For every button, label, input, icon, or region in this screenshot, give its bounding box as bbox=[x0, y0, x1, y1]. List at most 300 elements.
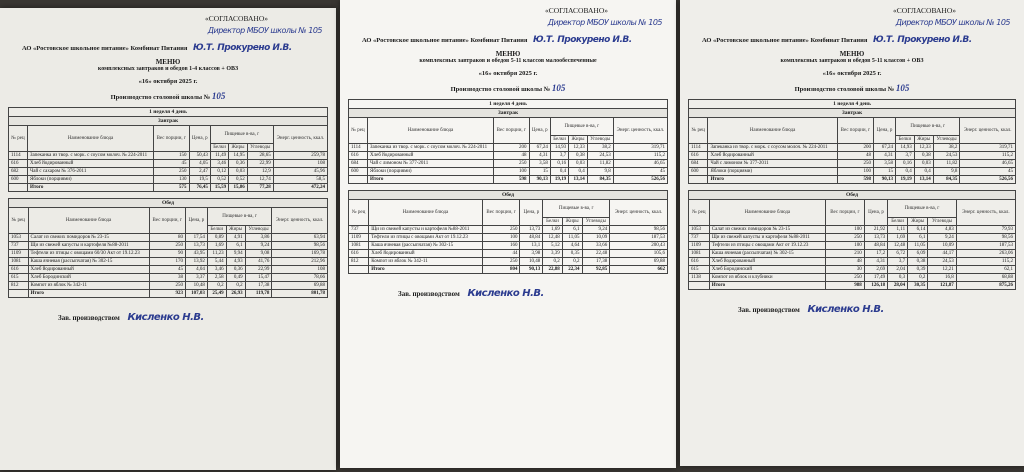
cell-weight: 45 bbox=[149, 266, 185, 274]
cell-protein: 1,69 bbox=[543, 226, 562, 234]
cell-name: Запеканка из твор. с морк. с соусом молоч. № 224-2011 bbox=[708, 144, 837, 152]
cell-rec: 616 bbox=[9, 266, 29, 274]
col-protein: Белки bbox=[207, 226, 226, 234]
breakfast-row bbox=[9, 168, 328, 176]
cell-price: 48,84 bbox=[864, 242, 887, 250]
cell-price: 43,95 bbox=[185, 250, 207, 258]
cell-weight: 250 bbox=[154, 168, 190, 176]
cell-price: 90,13 bbox=[520, 266, 543, 274]
cell-fat: 15,86 bbox=[229, 184, 248, 192]
cell-name: Щи из свежей капусты и картофеля №88-2011 bbox=[709, 234, 825, 242]
col-price: Цена, р bbox=[874, 118, 896, 144]
cell-price: 90,13 bbox=[529, 176, 550, 184]
school-number: 105 bbox=[895, 83, 910, 93]
total-row bbox=[349, 176, 668, 184]
cell-fat: 4,64 bbox=[562, 242, 582, 250]
col-carbs: Углеводы bbox=[928, 218, 956, 226]
cell-weight: 598 bbox=[494, 176, 530, 184]
menu-date: «16» октября 2025 г. bbox=[478, 70, 538, 77]
col-nutrients: Пищевые в-ва, г bbox=[543, 200, 610, 218]
col-rec: № рец bbox=[9, 208, 29, 234]
col-energy: Энерг. ценность, ккал. bbox=[273, 126, 327, 152]
cell-rec: 682 bbox=[9, 168, 28, 176]
cell-protein: 0,89 bbox=[207, 234, 226, 242]
lunch-row bbox=[9, 274, 328, 282]
breakfast-heading: Завтрак bbox=[349, 109, 668, 118]
cell-price: 4,31 bbox=[529, 152, 550, 160]
cell-fat: 0,36 bbox=[229, 160, 248, 168]
col-rec: № рец bbox=[349, 118, 368, 144]
cell-fat: 13,14 bbox=[569, 176, 588, 184]
cell-name: Компот из яблок № 342-11 bbox=[369, 258, 482, 266]
lunch-row bbox=[9, 242, 328, 250]
col-nutrients: Пищевые в-ва, г bbox=[207, 208, 271, 226]
col-weight: Вес порции, г bbox=[482, 200, 520, 226]
cell-carbs: 9,24 bbox=[928, 234, 956, 242]
col-weight: Вес порции, г bbox=[837, 118, 873, 144]
breakfast-row bbox=[689, 168, 1016, 176]
cell-weight: 130 bbox=[154, 176, 190, 184]
producer-label: Зав. производством bbox=[398, 290, 460, 298]
cell-name: Чай с лимоном № 377-2011 bbox=[368, 160, 494, 168]
cell-carbs: 44,17 bbox=[928, 250, 956, 258]
director-signature: Директор МБОУ школы № 105 bbox=[895, 18, 1010, 27]
cell-weight: 100 bbox=[826, 226, 865, 234]
cell-total-label: Итого bbox=[709, 282, 825, 290]
cell-fat: 11,05 bbox=[562, 234, 582, 242]
total-row bbox=[349, 266, 668, 274]
cell-protein: 0,52 bbox=[210, 176, 228, 184]
cell-fat: 0,2 bbox=[226, 282, 245, 290]
cell-protein: 6,72 bbox=[888, 250, 908, 258]
cell-energy: 46,65 bbox=[613, 160, 667, 168]
breakfast-row bbox=[349, 144, 668, 152]
breakfast-row bbox=[9, 152, 328, 160]
cell-price: 3,37 bbox=[185, 274, 207, 282]
col-weight: Вес порции, г bbox=[494, 118, 530, 144]
cell-energy: 63,94 bbox=[272, 234, 328, 242]
cell-energy: 62,1 bbox=[956, 266, 1015, 274]
lunch-row bbox=[349, 226, 668, 234]
cell-energy: 115,2 bbox=[956, 258, 1015, 266]
col-carbs: Углеводы bbox=[245, 226, 272, 234]
cell-weight: 210 bbox=[826, 250, 865, 258]
cell-energy: 212,96 bbox=[272, 258, 328, 266]
lunch-row bbox=[9, 250, 328, 258]
cell-name: Тефтели из птицы с овощами 60/30 Акт от 19.12.23 bbox=[28, 250, 149, 258]
cell-weight: 48 bbox=[494, 152, 530, 160]
cell-rec: 812 bbox=[349, 258, 369, 266]
cell-rec bbox=[9, 290, 29, 298]
cell-energy: 319,71 bbox=[960, 144, 1016, 152]
cell-price: 3,98 bbox=[520, 250, 543, 258]
cell-protein: 5,44 bbox=[207, 258, 226, 266]
lunch-table bbox=[8, 198, 328, 298]
cell-protein: 3,39 bbox=[543, 250, 562, 258]
table-header-row bbox=[349, 200, 668, 218]
cell-energy: 319,71 bbox=[613, 144, 667, 152]
lunch-row bbox=[689, 266, 1016, 274]
cell-price: 48,84 bbox=[520, 234, 543, 242]
lunch-row bbox=[349, 242, 668, 250]
cell-name: Каша ячневая (рассыпчатая) № 302-15 bbox=[709, 250, 825, 258]
cell-name: Чай с сахаром № 376-2011 bbox=[28, 168, 154, 176]
cell-weight: 30 bbox=[826, 266, 865, 274]
col-rec: № рец bbox=[689, 200, 710, 226]
cell-energy: 108 bbox=[272, 266, 328, 274]
cell-rec: 1081 bbox=[689, 250, 710, 258]
menu-subtitle: комплексных завтраков и обедов 1-4 классов + ОВЗ bbox=[97, 66, 239, 72]
cell-weight: 38 bbox=[149, 274, 185, 282]
school-line bbox=[8, 91, 328, 101]
cell-energy: 187,53 bbox=[956, 242, 1015, 250]
cell-protein: 3,7 bbox=[550, 152, 568, 160]
cell-protein: 2,04 bbox=[888, 266, 908, 274]
cell-weight: 200 bbox=[494, 144, 530, 152]
cell-carbs: 12,9 bbox=[247, 168, 273, 176]
cell-rec: 1053 bbox=[9, 234, 29, 242]
producer-line bbox=[688, 304, 1016, 315]
cell-fat: 11,05 bbox=[908, 242, 928, 250]
cell-energy: 169,78 bbox=[272, 250, 328, 258]
cell-carbs: 9,8 bbox=[587, 168, 613, 176]
cell-carbs: 22,48 bbox=[582, 250, 610, 258]
cell-fat: 0,49 bbox=[226, 274, 245, 282]
cell-rec: 1109 bbox=[9, 250, 29, 258]
cell-name: Каша ячневая (рассыпчатая) № 302-15 bbox=[28, 258, 149, 266]
week-day-label: 1 неделя 4 день bbox=[349, 100, 668, 109]
col-carbs: Углеводы bbox=[933, 136, 960, 144]
cell-name: Хлеб йодированный bbox=[708, 152, 837, 160]
cell-carbs: 77,28 bbox=[247, 184, 273, 192]
cell-fat: 6,1 bbox=[562, 226, 582, 234]
cell-rec: 600 bbox=[9, 176, 28, 184]
cell-carbs: 24,53 bbox=[587, 152, 613, 160]
organization-name: АО «Ростовское школьное питание» Комбинат Питания bbox=[702, 37, 868, 44]
cell-weight: 988 bbox=[826, 282, 865, 290]
cell-fat: 0,03 bbox=[229, 168, 248, 176]
col-energy: Энерг. ценность, ккал. bbox=[272, 208, 328, 234]
cell-weight: 250 bbox=[482, 258, 520, 266]
col-fat: Жиры bbox=[562, 218, 582, 226]
cell-energy: 200,43 bbox=[610, 242, 668, 250]
col-nutrients: Пищевые в-ва, г bbox=[550, 118, 613, 136]
menu-sheet-5-11-ovz bbox=[680, 0, 1024, 466]
cell-rec: 615 bbox=[9, 274, 29, 282]
cell-energy: 105,6 bbox=[610, 250, 668, 258]
director-signature: Директор МБОУ школы № 105 bbox=[547, 18, 662, 27]
cell-energy: 58,5 bbox=[273, 176, 327, 184]
cell-name: Щи из свежей капусты и картофеля №88-2011 bbox=[369, 226, 482, 234]
cell-weight: 923 bbox=[149, 290, 185, 298]
cell-carbs: 121,87 bbox=[928, 282, 956, 290]
cell-protein: 3,7 bbox=[888, 258, 908, 266]
cell-carbs: 38,2 bbox=[933, 144, 960, 152]
cell-carbs: 9,08 bbox=[245, 250, 272, 258]
cell-fat: 22,34 bbox=[562, 266, 582, 274]
cell-carbs: 9,24 bbox=[245, 242, 272, 250]
cell-price: 4,31 bbox=[864, 258, 887, 266]
agreed-signature-line bbox=[348, 18, 662, 27]
col-fat: Жиры bbox=[569, 136, 588, 144]
cell-weight: 170 bbox=[149, 258, 185, 266]
cell-price: 3,58 bbox=[529, 160, 550, 168]
col-fat: Жиры bbox=[226, 226, 245, 234]
cell-name: Тефтели из птицы с овощами Акт от 19.12.23 bbox=[369, 234, 482, 242]
producer-signature: Кисленко Н.В. bbox=[127, 312, 204, 323]
cell-rec: 615 bbox=[689, 266, 710, 274]
breakfast-rows bbox=[9, 152, 328, 192]
cell-fat: 30,35 bbox=[908, 282, 928, 290]
cell-name: Яблоки (порциями) bbox=[708, 168, 837, 176]
col-fat: Жиры bbox=[914, 136, 933, 144]
cell-protein: 14,93 bbox=[895, 144, 914, 152]
cell-energy: 115,2 bbox=[960, 152, 1016, 160]
cell-weight: 150 bbox=[154, 152, 190, 160]
lunch-table bbox=[348, 190, 668, 274]
cell-energy: 526,56 bbox=[613, 176, 667, 184]
cell-price: 4,04 bbox=[185, 266, 207, 274]
cell-weight: 598 bbox=[837, 176, 873, 184]
cell-carbs: 15,47 bbox=[245, 274, 272, 282]
cell-fat: 6,14 bbox=[908, 226, 928, 234]
cell-protein: 5,12 bbox=[543, 242, 562, 250]
lunch-heading: Обед bbox=[9, 199, 328, 208]
col-protein: Белки bbox=[895, 136, 914, 144]
cell-total-label: Итого bbox=[369, 266, 482, 274]
cell-carbs: 16,8 bbox=[928, 274, 956, 282]
cell-name: Компот из яблок и клубники bbox=[709, 274, 825, 282]
cell-weight: 250 bbox=[826, 274, 865, 282]
cell-price: 76,45 bbox=[189, 184, 210, 192]
col-energy: Энерг. ценность, ккал. bbox=[613, 118, 667, 144]
director-signature: Директор МБОУ школы № 105 bbox=[207, 26, 322, 35]
producer-line bbox=[8, 312, 328, 323]
cell-protein: 0,16 bbox=[895, 160, 914, 168]
cell-fat: 6,09 bbox=[908, 250, 928, 258]
col-protein: Белки bbox=[888, 218, 908, 226]
col-name: Наименование блюда bbox=[708, 118, 837, 144]
cell-name: Яблоки (порциями) bbox=[368, 168, 494, 176]
cell-fat: 6,1 bbox=[226, 242, 245, 250]
cell-fat: 6,1 bbox=[908, 234, 928, 242]
lunch-row bbox=[9, 282, 328, 290]
agreed-stamp: «СОГЛАСОВАНО» bbox=[544, 6, 608, 15]
cell-name: Запеканка из твор. с морк. с соусом молоч. № 224-2011 bbox=[28, 152, 154, 160]
cell-fat: 26,93 bbox=[226, 290, 245, 298]
cell-weight: 44 bbox=[482, 250, 520, 258]
cell-price: 50,43 bbox=[189, 152, 210, 160]
cell-fat: 14,95 bbox=[229, 152, 248, 160]
col-nutrients: Пищевые в-ва, г bbox=[210, 126, 273, 144]
cell-weight: 250 bbox=[149, 282, 185, 290]
cell-fat: 9,94 bbox=[226, 250, 245, 258]
cell-price: 17,54 bbox=[185, 234, 207, 242]
col-fat: Жиры bbox=[908, 218, 928, 226]
lunch-row bbox=[689, 274, 1016, 282]
cell-energy: 68,88 bbox=[956, 274, 1015, 282]
col-carbs: Углеводы bbox=[587, 136, 613, 144]
cell-fat: 12,33 bbox=[914, 144, 933, 152]
cell-total-label: Итого bbox=[28, 290, 149, 298]
cell-rec bbox=[689, 282, 710, 290]
cell-price: 17,2 bbox=[864, 250, 887, 258]
cell-protein: 28,04 bbox=[888, 282, 908, 290]
cell-name: Тефтели из птицы с овощами Акт от 19.12.23 bbox=[709, 242, 825, 250]
producer-line bbox=[348, 288, 668, 299]
cell-carbs: 22,99 bbox=[245, 266, 272, 274]
breakfast-row bbox=[689, 160, 1016, 168]
cell-fat: 0,38 bbox=[569, 152, 588, 160]
cell-carbs: 11,82 bbox=[587, 160, 613, 168]
col-nutrients: Пищевые в-ва, г bbox=[895, 118, 959, 136]
cell-carbs: 3,86 bbox=[245, 234, 272, 242]
cell-energy: 526,56 bbox=[960, 176, 1016, 184]
col-weight: Вес порции, г bbox=[149, 208, 185, 234]
cell-name: Салат из свежих помидоров № 23-15 bbox=[709, 226, 825, 234]
cell-weight: 250 bbox=[837, 160, 873, 168]
cell-energy: 801,78 bbox=[272, 290, 328, 298]
cell-weight: 250 bbox=[826, 234, 865, 242]
lunch-row bbox=[349, 250, 668, 258]
cell-rec: 1114 bbox=[689, 144, 708, 152]
cell-price: 13,1 bbox=[520, 242, 543, 250]
menu-title: МЕНЮ bbox=[155, 58, 181, 66]
cell-name: Чай с лимоном № 377-2011 bbox=[708, 160, 837, 168]
menu-title: МЕНЮ bbox=[495, 50, 521, 58]
cell-total-label: Итого bbox=[368, 176, 494, 184]
menu-sheet-5-11-low-income bbox=[340, 0, 676, 468]
col-nutrients: Пищевые в-ва, г bbox=[888, 200, 957, 218]
lunch-rows bbox=[689, 226, 1016, 290]
cell-carbs: 84,35 bbox=[587, 176, 613, 184]
cell-carbs: 9,8 bbox=[933, 168, 960, 176]
lunch-row bbox=[9, 234, 328, 242]
cell-protein: 3,7 bbox=[895, 152, 914, 160]
col-price: Цена, р bbox=[189, 126, 210, 152]
cell-price: 67,24 bbox=[529, 144, 550, 152]
cell-fat: 0,52 bbox=[229, 176, 248, 184]
cell-rec: 1114 bbox=[349, 144, 368, 152]
col-weight: Вес порции, г bbox=[154, 126, 190, 152]
menu-subtitle: комплексных завтраков и обедов 5-11 классов малообеспеченные bbox=[419, 58, 597, 64]
cell-name: Щи из свежей капусты и картофеля №88-2011 bbox=[28, 242, 149, 250]
lunch-row bbox=[9, 258, 328, 266]
cell-protein: 0,3 bbox=[888, 274, 908, 282]
cell-rec: 684 bbox=[349, 160, 368, 168]
lunch-row bbox=[349, 258, 668, 266]
cell-energy: 45,96 bbox=[273, 168, 327, 176]
cell-weight: 250 bbox=[149, 242, 185, 250]
cell-price: 4,31 bbox=[874, 152, 896, 160]
cell-price: 126,18 bbox=[864, 282, 887, 290]
cell-total-label: Итого bbox=[28, 184, 154, 192]
organization-name: АО «Ростовское школьное питание» Комбинат Питания bbox=[362, 37, 528, 44]
lunch-row bbox=[349, 234, 668, 242]
cell-energy: 263,06 bbox=[956, 250, 1015, 258]
cell-rec: 1138 bbox=[689, 274, 710, 282]
cell-fat: 12,33 bbox=[569, 144, 588, 152]
cell-total-label: Итого bbox=[708, 176, 837, 184]
total-row bbox=[9, 290, 328, 298]
menu-subtitle: комплексных завтраков и обедов 5-11 классов + ОВЗ bbox=[780, 58, 924, 64]
cell-carbs: 17,38 bbox=[245, 282, 272, 290]
cell-price: 10,48 bbox=[185, 282, 207, 290]
lunch-row bbox=[689, 258, 1016, 266]
cell-fat: 0,03 bbox=[569, 160, 588, 168]
cell-carbs: 22,99 bbox=[247, 160, 273, 168]
cell-protein: 19,19 bbox=[895, 176, 914, 184]
cell-rec: 1081 bbox=[9, 258, 29, 266]
week-day-label: 1 неделя 4 день bbox=[689, 100, 1016, 109]
cell-energy: 187,53 bbox=[610, 234, 668, 242]
school-label: Производство столовой школы № bbox=[110, 94, 211, 101]
cell-fat: 0,03 bbox=[914, 160, 933, 168]
cell-rec: 616 bbox=[349, 152, 368, 160]
cell-price: 13,73 bbox=[520, 226, 543, 234]
cell-rec bbox=[9, 184, 28, 192]
table-header-row bbox=[9, 208, 328, 226]
table-header-row bbox=[689, 200, 1016, 218]
cell-carbs: 84,35 bbox=[933, 176, 960, 184]
agreed-stamp: «СОГЛАСОВАНО» bbox=[892, 6, 956, 15]
cell-protein: 19,19 bbox=[550, 176, 568, 184]
cell-weight: 90 bbox=[149, 250, 185, 258]
cell-price: 15 bbox=[874, 168, 896, 176]
cell-rec: 684 bbox=[689, 160, 708, 168]
cell-fat: 0,2 bbox=[908, 274, 928, 282]
cell-rec: 616 bbox=[689, 258, 710, 266]
producer-signature: Кисленко Н.В. bbox=[467, 288, 544, 299]
cell-rec: 616 bbox=[9, 160, 28, 168]
cell-rec bbox=[349, 176, 368, 184]
cell-carbs: 24,53 bbox=[933, 152, 960, 160]
cell-rec: 737 bbox=[689, 234, 710, 242]
cell-protein: 0,4 bbox=[895, 168, 914, 176]
cell-energy: 108 bbox=[273, 160, 327, 168]
cell-rec: 616 bbox=[349, 250, 369, 258]
lunch-row bbox=[689, 250, 1016, 258]
agreed-stamp: «СОГЛАСОВАНО» bbox=[204, 14, 268, 23]
organization-line bbox=[688, 35, 1016, 45]
cell-fat: 0,2 bbox=[562, 258, 582, 266]
col-price: Цена, р bbox=[185, 208, 207, 234]
cell-name: Хлеб йодированный bbox=[28, 160, 154, 168]
cell-price: 21,92 bbox=[864, 226, 887, 234]
cell-protein: 1,69 bbox=[207, 242, 226, 250]
agreed-signature-line bbox=[8, 26, 322, 35]
cell-name: Хлеб Бородинский bbox=[709, 266, 825, 274]
col-rec: № рец bbox=[689, 118, 708, 144]
breakfast-rows bbox=[689, 144, 1016, 184]
cell-carbs: 9,24 bbox=[582, 226, 610, 234]
breakfast-heading: Завтрак bbox=[689, 109, 1016, 118]
cell-name: Запеканка из твор. с морк. с соусом молоч. № 224-2011 bbox=[368, 144, 494, 152]
cell-protein: 0,12 bbox=[210, 168, 228, 176]
col-energy: Энерг. ценность, ккал. bbox=[956, 200, 1015, 226]
cell-energy: 45 bbox=[613, 168, 667, 176]
producer-label: Зав. производством bbox=[58, 314, 120, 322]
lunch-heading: Обед bbox=[349, 191, 668, 200]
col-protein: Белки bbox=[543, 218, 562, 226]
cell-protein: 1,69 bbox=[888, 234, 908, 242]
cell-rec bbox=[689, 176, 708, 184]
cell-fat: 4,93 bbox=[226, 258, 245, 266]
breakfast-row bbox=[689, 144, 1016, 152]
col-name: Наименование блюда bbox=[28, 126, 154, 152]
col-energy: Энерг. ценность, ккал. bbox=[960, 118, 1016, 144]
cell-fat: 0,35 bbox=[562, 250, 582, 258]
